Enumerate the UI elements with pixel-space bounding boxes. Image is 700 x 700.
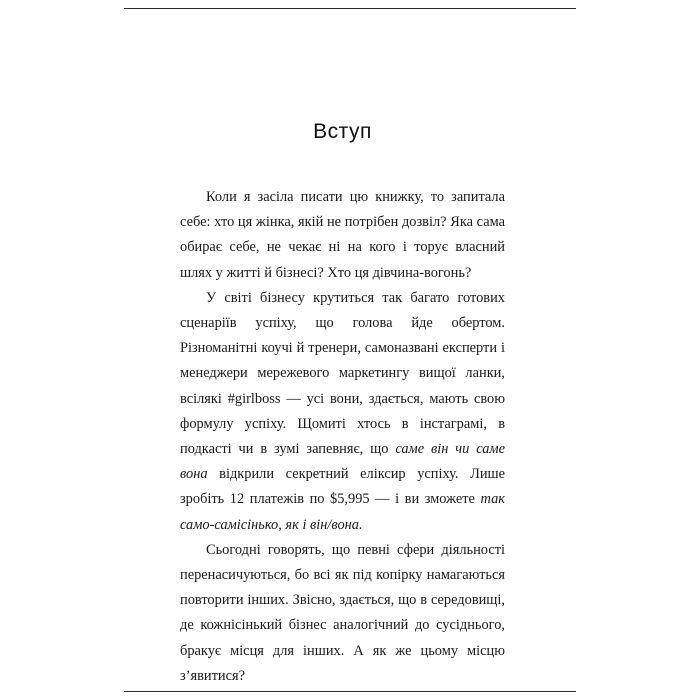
page-title: Вступ [313, 120, 372, 143]
page-content [180, 0, 505, 700]
paragraph: Коли я засіла писати цю книжку, то запитала себе: хто ця жінка, якій не потрібен дозвіл? Яка сама обирає себе, не чекає ні на кого і торує власний шлях у житті й бізнесі? Хто ця дівчина-вогонь? [180, 189, 505, 281]
emphasis-text: саме він чи саме вона [180, 441, 505, 483]
emphasis-text: так само-самісінько, як і він/вона. [180, 491, 505, 533]
paragraph: У світі бізнесу крутиться так багато готових сценаріїв успіху, що голова йде обертом. Різноманітні коучі й тренери, самоназвані експерти і менеджери мережевого маркетингу вищої ланки, всілякі #girlboss — усі вони, здається, мають свою формулу успіху. Щомиті хтось в інстаграмі, в подкасті чи в зумі запевняє, що саме він чи саме вона відкрили секретний еліксир успіху. Лише зробіть 12 платежів по $5,995 — і ви зможете так само-самісінько, як і він/вона. [180, 289, 505, 533]
body-text [180, 185, 505, 689]
paragraph: Сьогодні говорять, що певні сфери діяльності перенасичуються, бо всі як під копірку намагаються повторити інших. Звісно, здається, що в середовищі, де кожнісінький бізнес аналогічний до сусіднього, бракує місця для інших. А як же цьому місцю з’явитися? [180, 541, 505, 684]
